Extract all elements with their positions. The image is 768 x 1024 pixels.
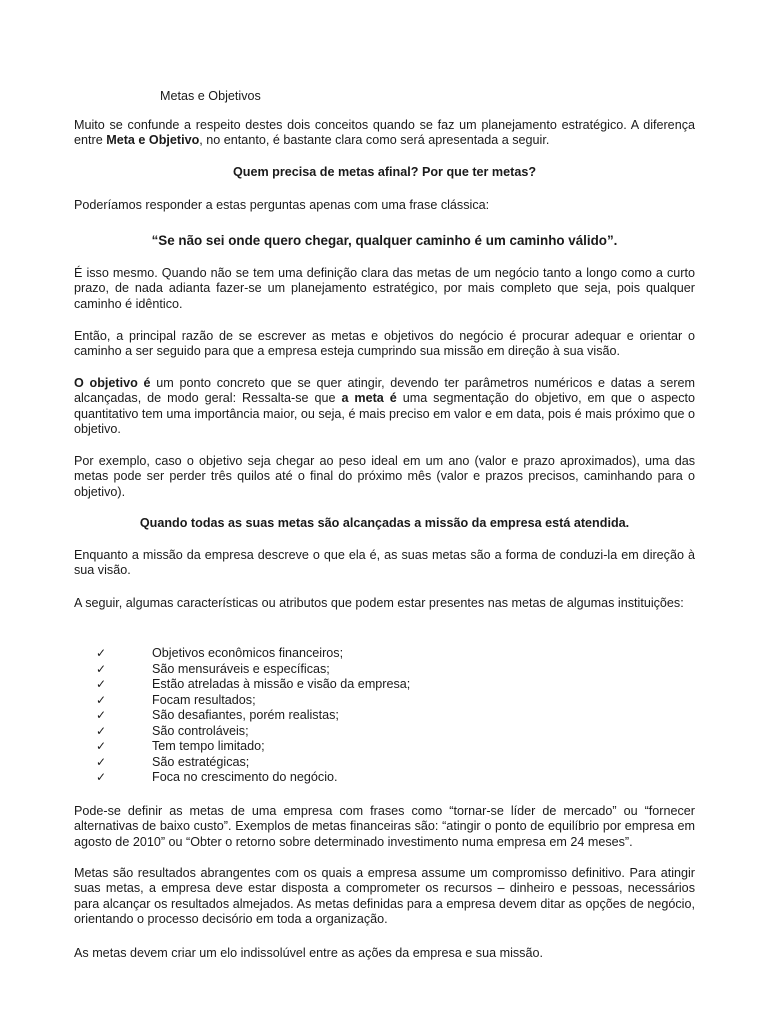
paragraph-example: Por exemplo, caso o objetivo seja chegar ao peso ideal em um ano (valor e prazo aproximados), uma das metas pode ser perder três quilos até o final do próximo mês (valor e prazos precisos, caminhando para o objetivo). — [74, 454, 695, 499]
paragraph-characteristics-intro: A seguir, algumas características ou atributos que podem estar presentes nas metas de algumas instituições: — [74, 596, 684, 610]
checkmark-icon: ✓ — [96, 661, 107, 676]
paragraph-mission-vision: Enquanto a missão da empresa descreve o que ela é, as suas metas são a forma de conduzi-la em direção à sua visão. — [74, 548, 695, 578]
list-item: ✓ São controláveis; — [96, 723, 249, 738]
quote-classic: “Se não sei onde quero chegar, qualquer caminho é um caminho válido”. — [151, 233, 618, 248]
checkmark-icon: ✓ — [96, 754, 107, 769]
paragraph-intro: Muito se confunde a respeito destes dois conceitos quando se faz um planejamento estratégico. A diferença entre Meta e Objetivo, no entanto, é bastante clara como será apresentada a seguir. — [74, 118, 695, 148]
list-item: ✓ Foca no crescimento do negócio. — [96, 770, 338, 784]
checkmark-icon: ✓ — [96, 770, 107, 784]
list-item: ✓ São mensuráveis e específicas; — [96, 661, 330, 676]
paragraph-goal-examples: Pode-se definir as metas de uma empresa com frases como “tornar-se líder de mercado” ou “fornecer alternativas de baixo custo”. Exemplos de metas financeiras são: “atingir o ponto de equilíbrio por empresa em agosto de 2010” ou “Obter o retorno sobre determinado investimento numa empresa em 24 meses”. — [74, 804, 695, 849]
doc-title: Metas e Objetivos — [160, 89, 261, 103]
paragraph-closing: As metas devem criar um elo indissolúvel entre as ações da empresa e sua missão. — [74, 946, 543, 960]
term-meta-objetivo: Meta e Objetivo — [106, 133, 200, 148]
checkmark-icon: ✓ — [96, 723, 107, 738]
list-item: ✓ Estão atreladas à missão e visão da empresa; — [96, 677, 411, 691]
checkmark-icon: ✓ — [96, 692, 107, 707]
list-item: ✓ Objetivos econômicos financeiros; — [96, 646, 344, 660]
list-item: ✓ Tem tempo limitado; — [96, 739, 265, 753]
checkmark-icon: ✓ — [96, 708, 107, 722]
checkmark-icon: ✓ — [96, 646, 107, 660]
paragraph-objective-vs-goal: O objetivo é um ponto concreto que se quer atingir, devendo ter parâmetros numéricos e datas a serem alcançadas, de modo geral: Ressalta-se que a meta é uma segmentação do objetivo, em que o aspecto quantitativo tem uma importância maior, ou seja, é mais preciso em valor e em data, pois é mais próximo que o objetivo. — [74, 376, 696, 437]
paragraph-answer: Poderíamos responder a estas perguntas apenas com uma frase clássica: — [74, 198, 490, 212]
paragraph-definition: É isso mesmo. Quando não se tem uma definição clara das metas de um negócio tanto a longo como a curto prazo, de nada adianta fazer-se um planejamento estratégico, por mais completo que seja, pois qualquer caminho é idêntico. — [74, 266, 695, 311]
section-heading-why-goals: Quem precisa de metas afinal? Por que ter metas? — [232, 165, 537, 179]
section-heading-mission: Quando todas as suas metas são alcançadas a missão da empresa está atendida. — [139, 516, 630, 530]
paragraph-main-reason: Então, a principal razão de se escrever as metas e objetivos do negócio é procurar adequar e orientar o caminho a ser seguido para que a empresa esteja cumprindo sua missão em direção à sua visão. — [74, 329, 695, 359]
checkmark-icon: ✓ — [96, 739, 107, 753]
paragraph-goal-commitment: Metas são resultados abrangentes com os quais a empresa assume um compromisso definitivo. Para atingir suas metas, a empresa deve estar disposta a comprometer os recursos – dinheiro e pessoas, necessários para alcançar os resultados almejados. As metas definidas para a empresa devem ditar as opções de negócio, orientando o processo decisório em toda a organização. — [74, 866, 695, 927]
term-meta: a meta é — [341, 391, 397, 406]
term-objetivo: O objetivo é — [74, 376, 151, 390]
characteristics-list — [74, 646, 695, 786]
list-item: ✓ Focam resultados; — [96, 692, 256, 707]
checkmark-icon: ✓ — [96, 677, 107, 691]
list-item: ✓ São desafiantes, porém realistas; — [96, 708, 339, 722]
list-item: ✓ São estratégicas; — [96, 754, 250, 769]
